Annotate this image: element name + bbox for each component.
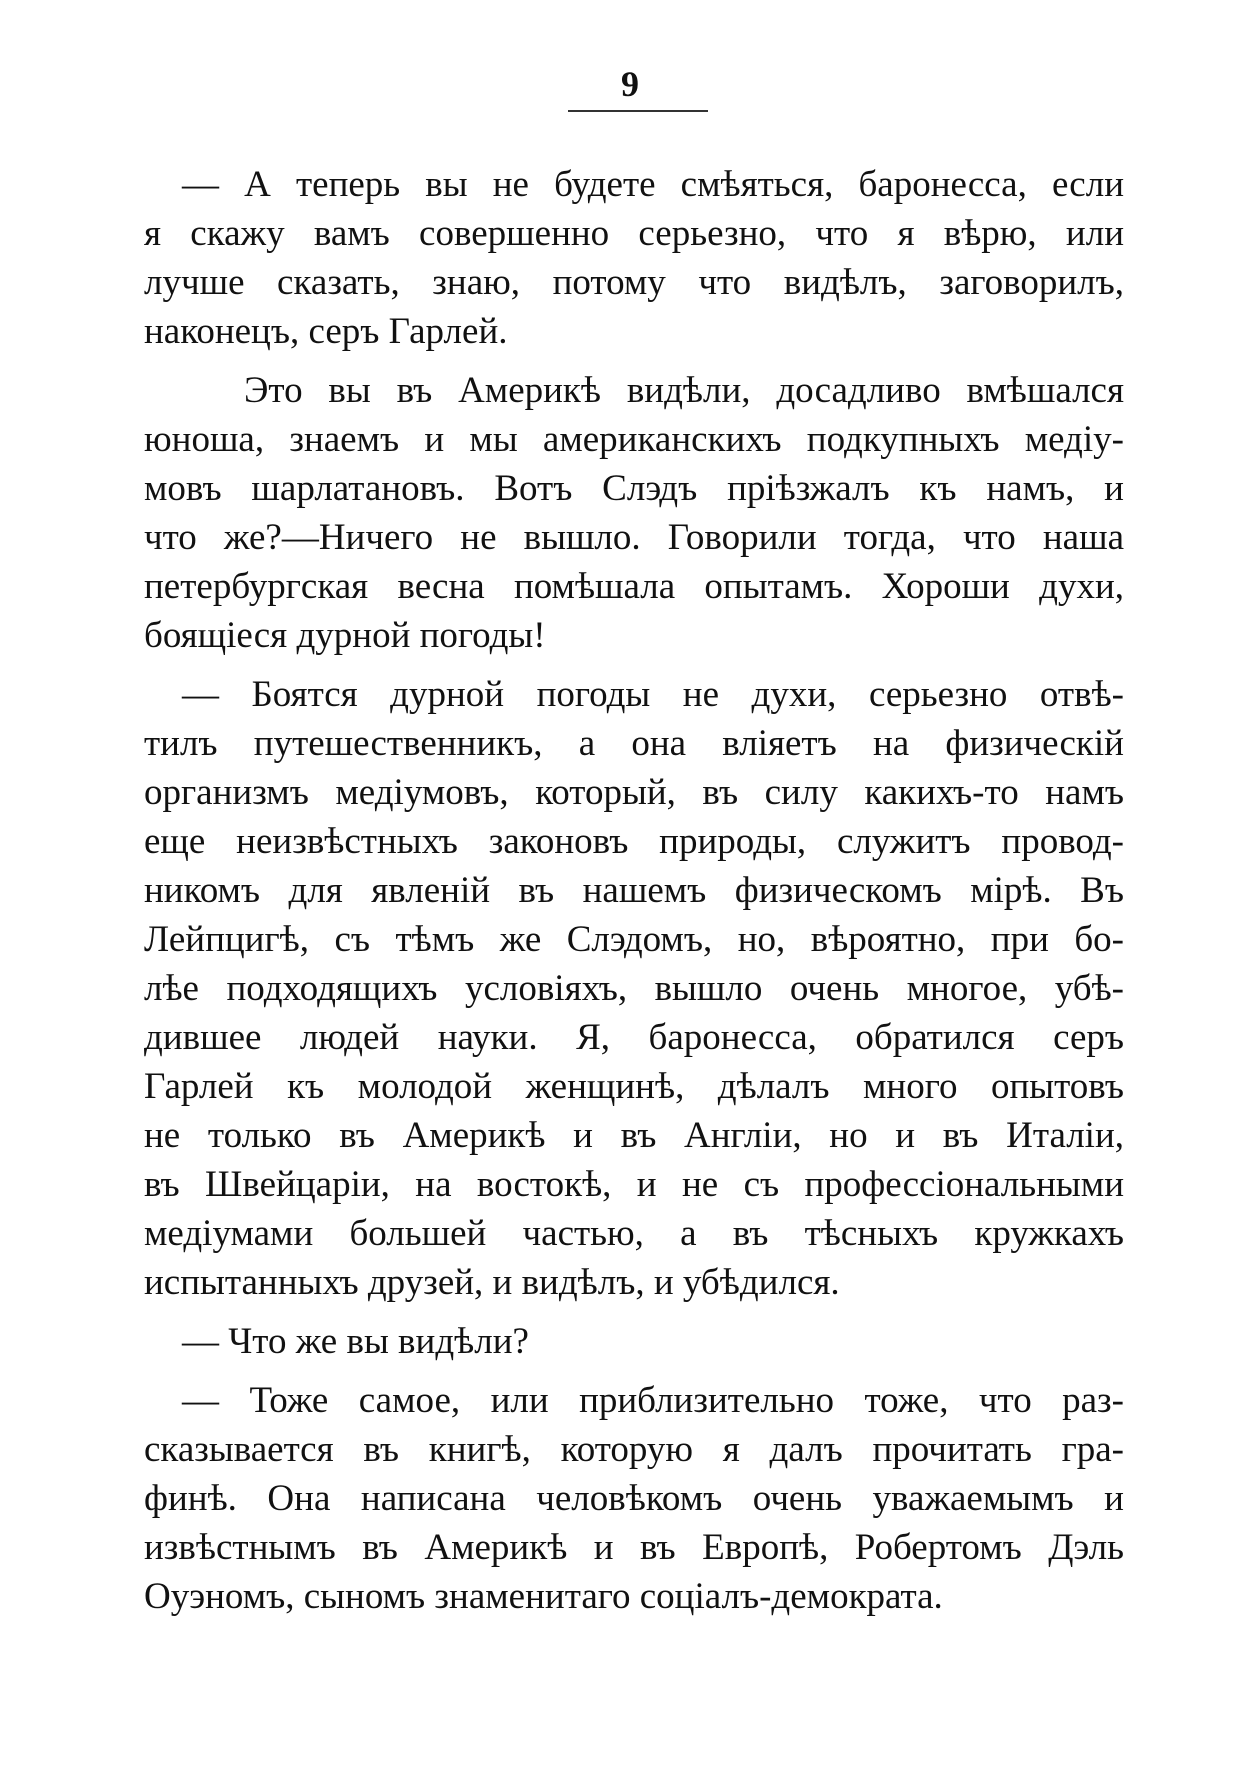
paragraph-2 xyxy=(144,366,1124,660)
page-body xyxy=(144,160,1124,1621)
paragraph-5 xyxy=(144,1376,1124,1621)
text-line: Это вы въ Америкѣ видѣли, досадливо вмѣшался xyxy=(244,370,1124,411)
text-line: Гарлей къ молодой женщинѣ, дѣлалъ много опытовъ xyxy=(144,1066,1124,1107)
paragraph-4 xyxy=(144,1317,1124,1366)
page-number-rule xyxy=(568,110,708,112)
text-line: — Боятся дурной погоды не духи, серьезно отвѣ- xyxy=(182,674,1124,715)
text-line: никомъ для явленій въ нашемъ физическомъ мірѣ. Въ xyxy=(144,870,1124,911)
page-number: 9 xyxy=(621,64,639,104)
paragraph-1 xyxy=(144,160,1124,356)
text-line: лѣе подходящихъ условіяхъ, вышло очень многое, убѣ- xyxy=(144,968,1124,1009)
text-line: Лейпцигѣ, съ тѣмъ же Слэдомъ, но, вѣроятно, при бо- xyxy=(144,919,1124,960)
text-line: финѣ. Она написана человѣкомъ очень уважаемымъ и xyxy=(144,1478,1124,1519)
text-line: медіумами большей частью, а въ тѣсныхъ кружкахъ xyxy=(144,1213,1124,1254)
text-line: тилъ путешественникъ, а она вліяетъ на физическій xyxy=(144,723,1124,764)
text-line: не только въ Америкѣ и въ Англіи, но и въ Италіи, xyxy=(144,1115,1124,1156)
text-line: Оуэномъ, сыномъ знаменитаго соціалъ-демократа. xyxy=(144,1576,943,1617)
paragraph-3 xyxy=(144,670,1124,1307)
text-line: сказывается въ книгѣ, которую я далъ прочитать гра- xyxy=(144,1429,1124,1470)
text-line: мовъ шарлатановъ. Вотъ Слэдъ пріѣзжалъ къ намъ, и xyxy=(144,468,1124,509)
text-line: — А теперь вы не будете смѣяться, баронесса, если xyxy=(182,164,1124,205)
text-line: юноша, знаемъ и мы американскихъ подкупныхъ медіу- xyxy=(144,419,1124,460)
text-line: въ Швейцаріи, на востокѣ, и не съ профессіональными xyxy=(144,1164,1124,1205)
text-line: лучше сказать, знаю, потому что видѣлъ, заговорилъ, xyxy=(144,262,1124,303)
text-line: еще неизвѣстныхъ законовъ природы, служитъ провод- xyxy=(144,821,1124,862)
text-line: извѣстнымъ въ Америкѣ и въ Европѣ, Робертомъ Дэль xyxy=(144,1527,1124,1568)
text-line: организмъ медіумовъ, который, въ силу какихъ-то намъ xyxy=(144,772,1124,813)
text-line: я скажу вамъ совершенно серьезно, что я вѣрю, или xyxy=(144,213,1124,254)
text-line: — Тоже самое, или приблизительно тоже, что раз- xyxy=(182,1380,1124,1421)
text-line: испытанныхъ друзей, и видѣлъ, и убѣдился. xyxy=(144,1262,840,1303)
text-line: — Что же вы видѣли? xyxy=(182,1321,529,1362)
text-line: наконецъ, серъ Гарлей. xyxy=(144,311,508,352)
text-line: дившее людей науки. Я, баронесса, обратился серъ xyxy=(144,1017,1124,1058)
text-line: петербургская весна помѣшала опытамъ. Хороши духи, xyxy=(144,566,1124,607)
text-line: что же?—Ничего не вышло. Говорили тогда, что наша xyxy=(144,517,1124,558)
text-line: боящіеся дурной погоды! xyxy=(144,615,546,656)
